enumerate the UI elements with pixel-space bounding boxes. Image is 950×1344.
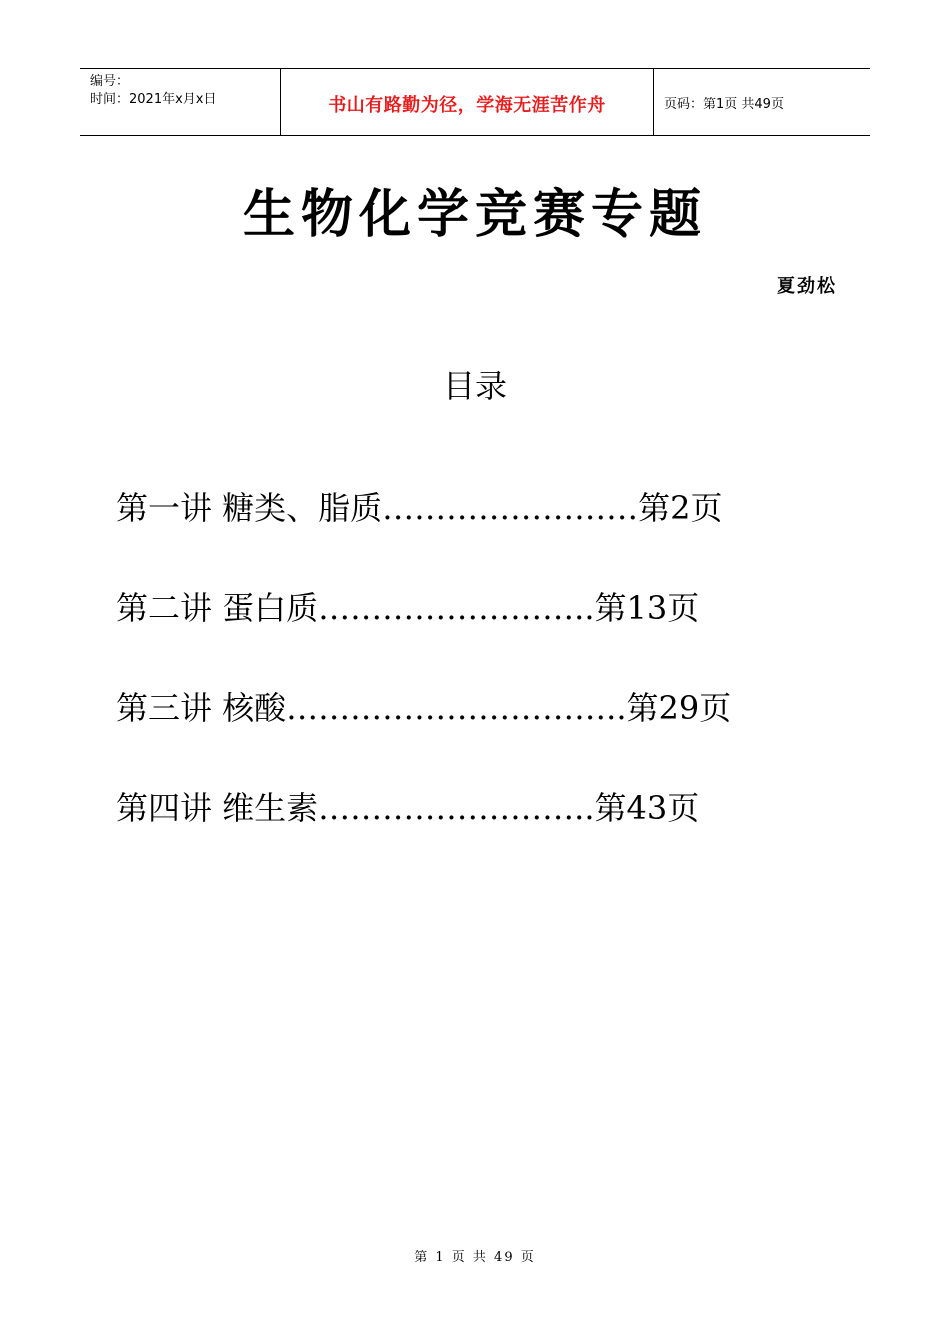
page-header <box>80 68 870 136</box>
page-footer: 第 1 页 共 49 页 <box>414 1250 536 1265</box>
header-meta-cell <box>80 69 281 135</box>
table-of-contents <box>116 482 816 882</box>
header-number-label: 编号： <box>90 74 130 89</box>
toc-heading: 目录 <box>442 367 507 405</box>
toc-entry-1[interactable]: 第一讲 糖类、脂质……………………第2页 <box>116 489 723 527</box>
toc-entry-4[interactable]: 第四讲 维生素……………………..第43页 <box>116 789 700 827</box>
toc-entry-3[interactable]: 第三讲 核酸…………………………..第29页 <box>116 689 732 727</box>
document-author: 夏劲松 <box>777 276 837 297</box>
header-time-label: 时间：2021年x月x日 <box>90 92 217 107</box>
header-page-cell <box>654 69 870 135</box>
document-title: 生物化学竞赛专题 <box>242 185 707 245</box>
header-page-info: 页码：第1页 共49页 <box>664 96 784 112</box>
header-motto: 书山有路勤为径，学海无涯苦作舟 <box>328 95 606 116</box>
header-motto-cell <box>281 69 654 135</box>
toc-entry-2[interactable]: 第二讲 蛋白质……………………..第13页 <box>116 589 700 627</box>
